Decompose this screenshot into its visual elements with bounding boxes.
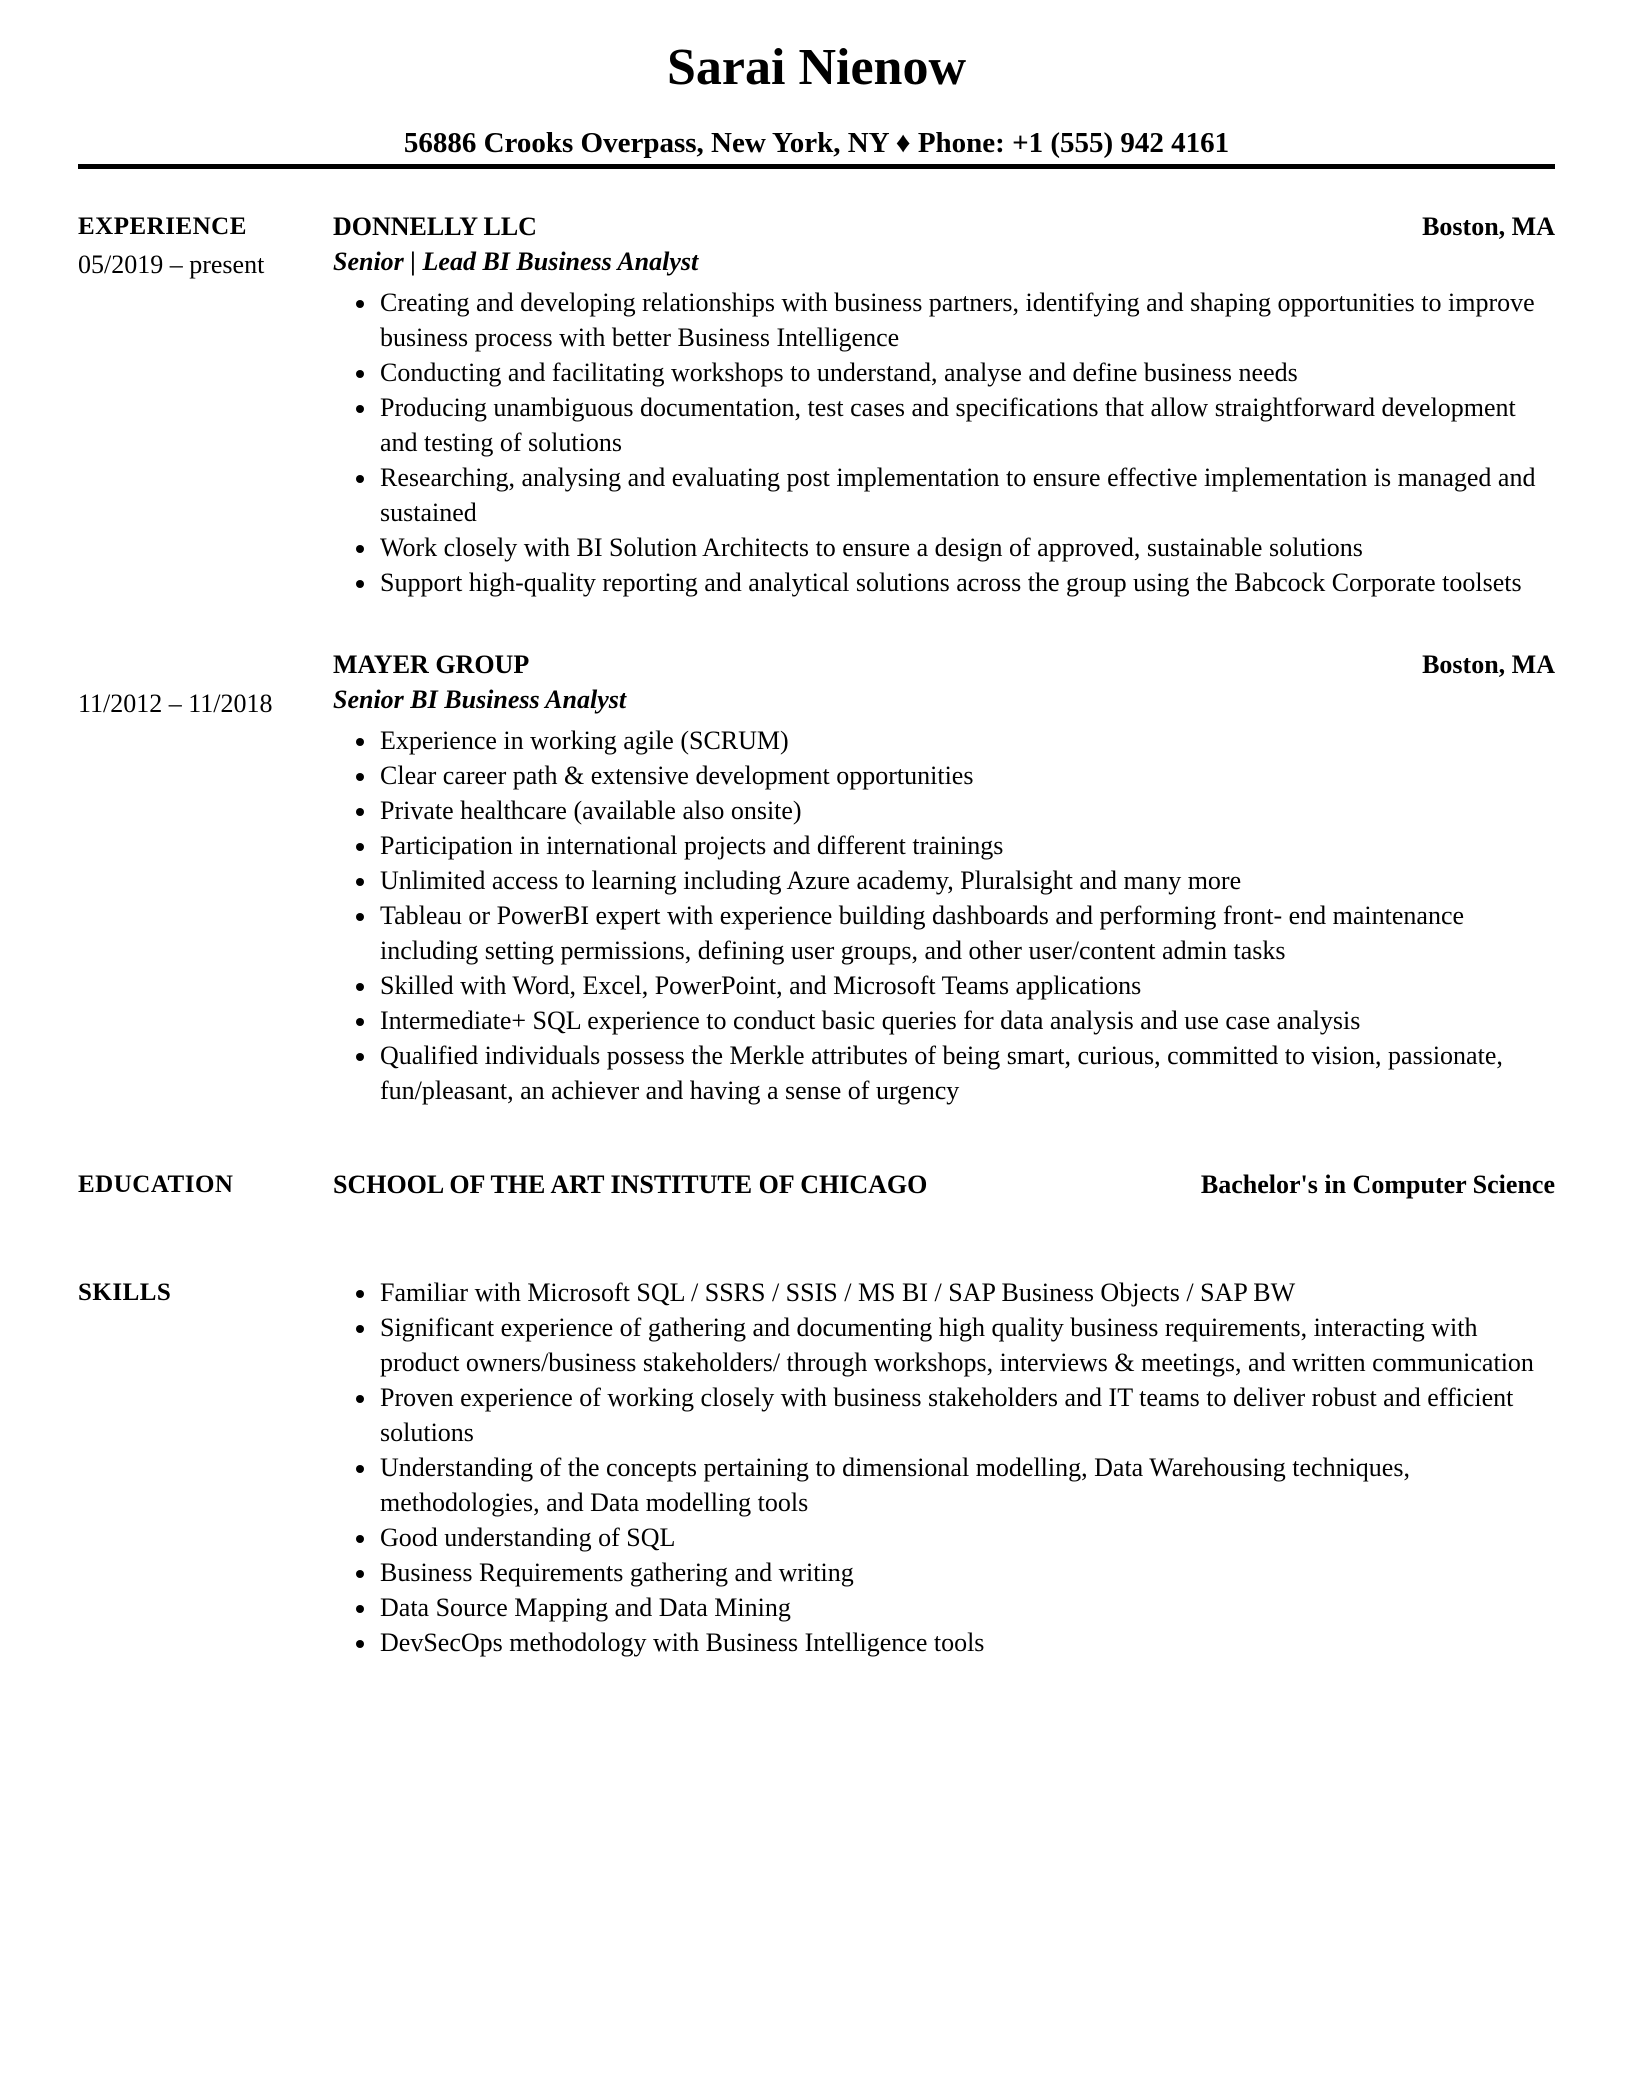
education-label-cell	[78, 1167, 333, 1202]
bullet-item: • Participation in international projects and different trainings	[378, 828, 1555, 863]
experience-job-1-row	[78, 209, 1555, 600]
bullet-item: • Understanding of the concepts pertaining to dimensional modelling, Data Warehousing techniques, methodologies, and Data modelling tools	[378, 1450, 1555, 1520]
skills-bullet-list	[333, 1275, 1555, 1660]
education-section-label: EDUCATION	[78, 1171, 234, 1198]
job-1-location: Boston, MA	[1422, 212, 1555, 241]
bullet-item: • Qualified individuals possess the Merkle attributes of being smart, curious, committed to vision, passionate, fun/pleasant, an achiever and having a sense of urgency	[378, 1038, 1555, 1108]
education-row	[78, 1167, 1555, 1202]
experience-label-cell	[78, 209, 333, 600]
resume-body	[78, 209, 1555, 1660]
job-1-block	[333, 209, 1555, 600]
bullet-item: • Business Requirements gathering and writing	[378, 1555, 1555, 1590]
bullet-item: • Creating and developing relationships with business partners, identifying and shaping opportunities to improve business process with better Business Intelligence	[378, 285, 1555, 355]
job-2-company: MAYER GROUP	[333, 650, 530, 679]
bullet-item: • Producing unambiguous documentation, test cases and specifications that allow straightforward development and testing of solutions	[378, 390, 1555, 460]
job-1-title: Senior | Lead BI Business Analyst	[333, 247, 699, 276]
education-school: SCHOOL OF THE ART INSTITUTE OF CHICAGO	[333, 1170, 928, 1199]
bullet-item: • DevSecOps methodology with Business Intelligence tools	[378, 1625, 1555, 1660]
job-2-bullet-list	[333, 723, 1555, 1108]
bullet-item: • Tableau or PowerBI expert with experience building dashboards and performing front- end maintenance including setting permissions, defining user groups, and other user/content admin tasks	[378, 898, 1555, 968]
skills-block	[333, 1275, 1555, 1660]
job-1-bullet-list	[333, 285, 1555, 600]
header-divider	[78, 164, 1555, 169]
bullet-item: • Clear career path & extensive development opportunities	[378, 758, 1555, 793]
experience-section-label: EXPERIENCE	[78, 213, 247, 240]
bullet-item: • Work closely with BI Solution Architects to ensure a design of approved, sustainable solutions	[378, 530, 1555, 565]
bullet-item: • Private healthcare (available also onsite)	[378, 793, 1555, 828]
bullet-item: • Data Source Mapping and Data Mining	[378, 1590, 1555, 1625]
job-1-header	[333, 209, 1555, 244]
education-header	[333, 1167, 1555, 1202]
bullet-item: • Conducting and facilitating workshops to understand, analyse and define business needs	[378, 355, 1555, 390]
job-2-header	[333, 647, 1555, 682]
bullet-item: • Support high-quality reporting and analytical solutions across the group using the Babcock Corporate toolsets	[378, 565, 1555, 600]
job-1-dates: 05/2019 – present	[78, 250, 265, 279]
job-2-dates: 11/2012 – 11/2018	[78, 689, 273, 718]
bullet-item: • Researching, analysing and evaluating post implementation to ensure effective implementation is managed and sustained	[378, 460, 1555, 530]
skills-section-label: SKILLS	[78, 1279, 172, 1306]
bullet-item: • Familiar with Microsoft SQL / SSRS / SSIS / MS BI / SAP Business Objects / SAP BW	[378, 1275, 1555, 1310]
bullet-item: • Good understanding of SQL	[378, 1520, 1555, 1555]
skills-label-cell	[78, 1275, 333, 1660]
job-2-location: Boston, MA	[1422, 650, 1555, 679]
bullet-item: • Intermediate+ SQL experience to conduct basic queries for data analysis and use case analysis	[378, 1003, 1555, 1038]
education-degree: Bachelor's in Computer Science	[1200, 1170, 1555, 1199]
contact-line: 56886 Crooks Overpass, New York, NY ♦ Phone: +1 (555) 942 4161	[403, 127, 1230, 159]
experience-job-2-row	[78, 647, 1555, 1108]
education-block	[333, 1167, 1555, 1202]
bullet-item: • Significant experience of gathering and documenting high quality business requirements, interacting with product owners/business stakeholders/ through workshops, interviews & meetings, and written communication	[378, 1310, 1555, 1380]
job-2-label-cell	[78, 647, 333, 1108]
bullet-item: • Proven experience of working closely with business stakeholders and IT teams to deliver robust and efficient solutions	[378, 1380, 1555, 1450]
candidate-name: Sarai Nienow	[667, 39, 966, 96]
job-2-title: Senior BI Business Analyst	[333, 685, 627, 714]
job-1-company: DONNELLY LLC	[333, 212, 537, 241]
bullet-item: • Unlimited access to learning including Azure academy, Pluralsight and many more	[378, 863, 1555, 898]
bullet-item: • Experience in working agile (SCRUM)	[378, 723, 1555, 758]
skills-row	[78, 1275, 1555, 1660]
job-2-block	[333, 647, 1555, 1108]
bullet-item: • Skilled with Word, Excel, PowerPoint, and Microsoft Teams applications	[378, 968, 1555, 1003]
